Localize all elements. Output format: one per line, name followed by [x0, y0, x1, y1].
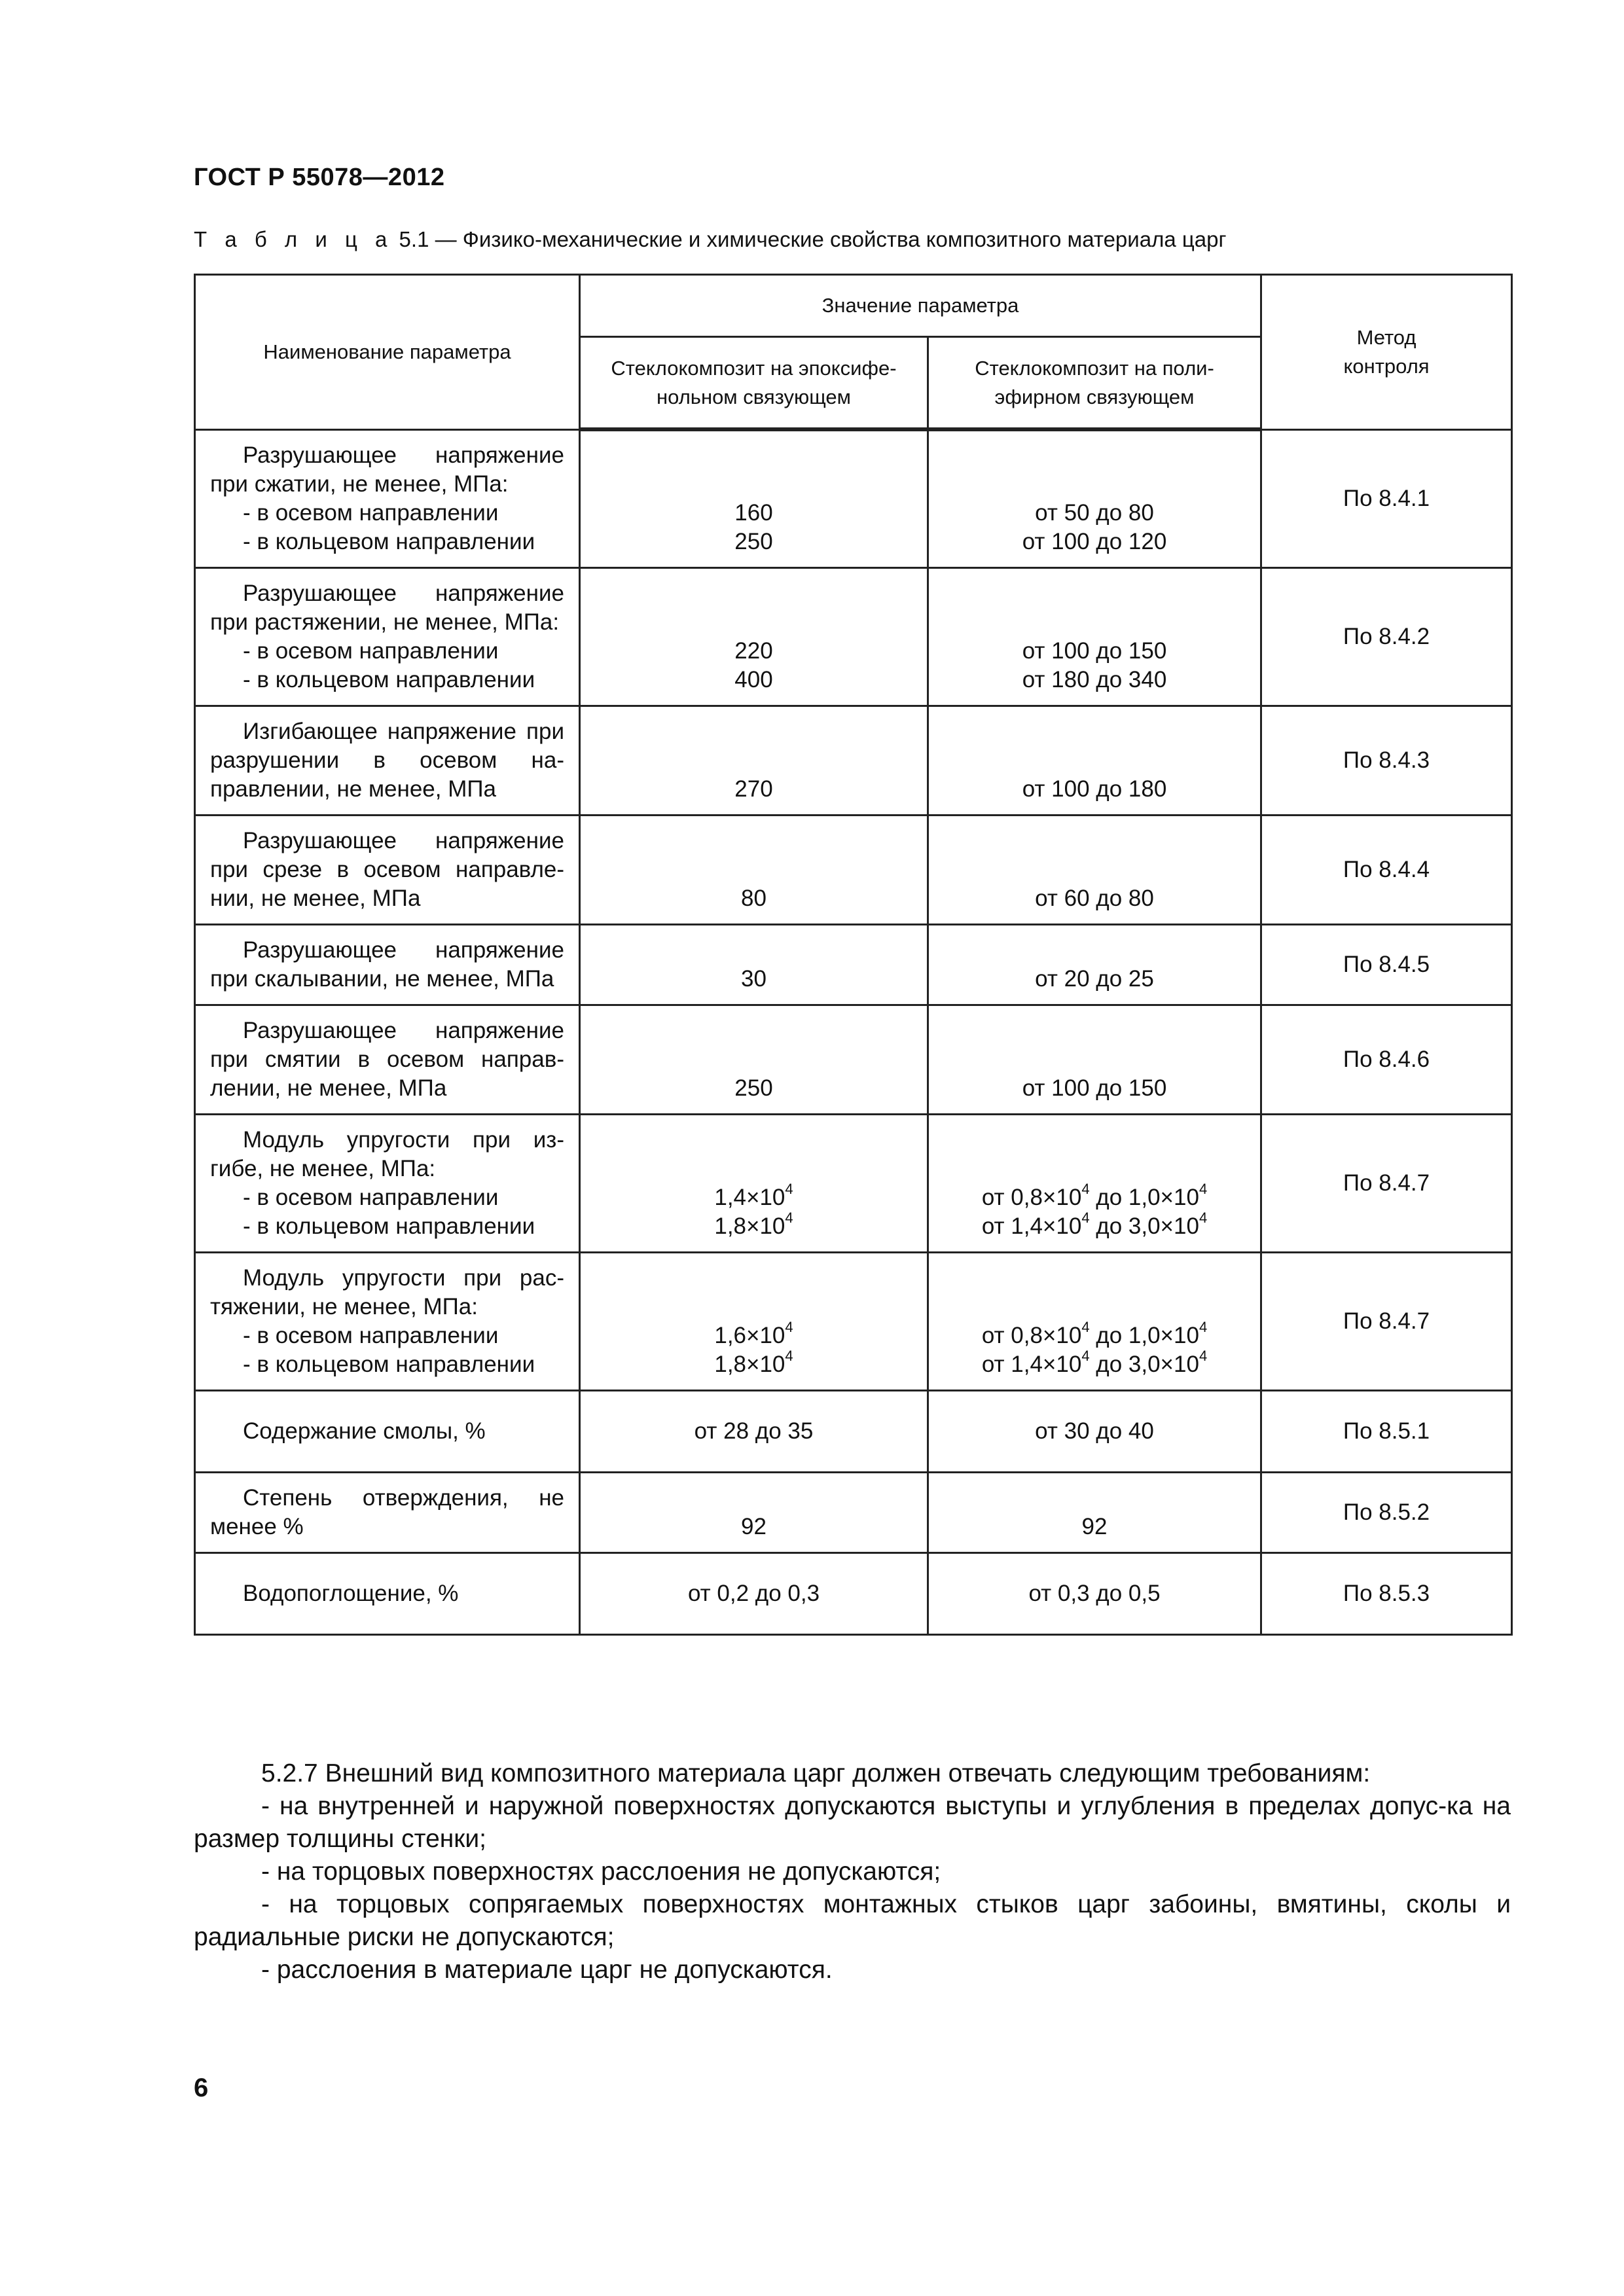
epoxy-value-cell — [580, 1472, 928, 1552]
param-cell — [195, 706, 580, 815]
table-row — [195, 1252, 1512, 1390]
table-caption-prefix: Т а б л и ц а — [194, 227, 393, 251]
polyester-value: 92 — [1081, 1513, 1108, 1539]
epoxy-value-cell — [580, 1252, 928, 1390]
section-item: - расслоения в материале царг не допускаются. — [261, 1956, 833, 1984]
polyester-value: от 180 до 340 — [1022, 666, 1167, 692]
epoxy-value-cell — [580, 429, 928, 567]
table-row — [195, 567, 1512, 706]
param-name: Содержание смолы, % — [243, 1418, 486, 1444]
epoxy-value-cell — [580, 1390, 928, 1472]
header-param-name: Наименование параметра — [195, 275, 580, 430]
section-item: - на торцовых поверхностях расслоения не допускаются; — [261, 1857, 941, 1886]
param-direction: - в кольцевом направлении — [243, 1351, 535, 1377]
epoxy-value: 30 — [741, 965, 767, 992]
epoxy-value: $1,4\times 10^4$ — [714, 1180, 793, 1210]
polyester-value-cell — [928, 1390, 1261, 1472]
polyester-value: от 100 до 150 — [1022, 1075, 1167, 1101]
epoxy-value-cell — [580, 567, 928, 706]
header-value-group: Значение параметра — [580, 275, 1261, 337]
polyester-value: от $1,4\times 10^4$ до $3,0\times 10^4$ — [981, 1209, 1208, 1239]
header-col-polyester: Стеклокомпозит на поли-эфирном связующем — [928, 337, 1261, 430]
epoxy-value: 270 — [734, 776, 773, 802]
method-cell: По 8.4.4 — [1261, 815, 1512, 924]
polyester-value: от $0,8\times 10^4$ до $1,0\times 10^4$ — [981, 1180, 1208, 1210]
epoxy-value-cell — [580, 924, 928, 1005]
param-cell — [195, 1552, 580, 1634]
epoxy-value: 80 — [741, 885, 767, 911]
epoxy-value-cell — [580, 1552, 928, 1634]
polyester-value: от $1,4\times 10^4$ до $3,0\times 10^4$ — [981, 1347, 1208, 1377]
polyester-value: от 60 до 80 — [1035, 885, 1154, 911]
polyester-value-cell — [928, 1114, 1261, 1252]
polyester-value-cell — [928, 429, 1261, 567]
method-cell: По 8.4.1 — [1261, 429, 1512, 567]
polyester-value-cell — [928, 706, 1261, 815]
param-name: Разрушающее напряжение при смятии в осевом направ-лении, не менее, МПа — [210, 1017, 564, 1101]
param-cell — [195, 815, 580, 924]
table-caption — [194, 227, 1227, 252]
epoxy-value: $1,8\times 10^4$ — [714, 1347, 793, 1377]
param-cell — [195, 1252, 580, 1390]
table-row — [195, 1114, 1512, 1252]
param-direction: - в осевом направлении — [243, 1184, 499, 1210]
param-cell — [195, 1390, 580, 1472]
param-name: Изгибающее напряжение при разрушении в осевом на-правлении, не менее, МПа — [210, 718, 564, 802]
section-5-2-7 — [194, 1757, 1511, 1986]
table-caption-text: 5.1 — Физико-механические и химические свойства композитного материала царг — [399, 227, 1227, 251]
polyester-value: от 100 до 180 — [1022, 776, 1167, 802]
epoxy-value-cell — [580, 1114, 928, 1252]
polyester-value: от 20 до 25 — [1035, 965, 1154, 992]
header-col-epoxy: Стеклокомпозит на эпоксифе-нольном связующем — [580, 337, 928, 430]
polyester-value: от 100 до 120 — [1022, 528, 1167, 554]
param-direction: - в осевом направлении — [243, 499, 499, 526]
table-row — [195, 1005, 1512, 1114]
table-body — [195, 429, 1512, 1634]
polyester-value-cell — [928, 924, 1261, 1005]
param-cell — [195, 1114, 580, 1252]
param-direction: - в кольцевом направлении — [243, 666, 535, 692]
table-row — [195, 1390, 1512, 1472]
epoxy-value-cell — [580, 1005, 928, 1114]
properties-table — [194, 274, 1513, 1636]
polyester-value-cell — [928, 1472, 1261, 1552]
epoxy-value: 400 — [734, 666, 773, 692]
param-name: Водопоглощение, % — [243, 1580, 459, 1606]
page-number: 6 — [194, 2073, 209, 2102]
epoxy-value-cell — [580, 706, 928, 815]
param-direction: - в кольцевом направлении — [243, 1213, 535, 1239]
method-cell: По 8.4.6 — [1261, 1005, 1512, 1114]
param-name: Модуль упругости при рас-тяжении, не менее, МПа: — [210, 1265, 564, 1319]
polyester-value-cell — [928, 815, 1261, 924]
method-cell: По 8.5.1 — [1261, 1390, 1512, 1472]
param-cell — [195, 1472, 580, 1552]
table-row — [195, 924, 1512, 1005]
param-name: Модуль упругости при из-гибе, не менее, МПа: — [210, 1126, 564, 1181]
param-name: Разрушающее напряжение при скалывании, не менее, МПа — [210, 937, 564, 992]
table-row — [195, 1472, 1512, 1552]
polyester-value: от 100 до 150 — [1022, 637, 1167, 664]
method-cell: По 8.4.7 — [1261, 1252, 1512, 1390]
section-intro: 5.2.7 Внешний вид композитного материала царг должен отвечать следующим требованиям: — [261, 1759, 1371, 1787]
param-cell — [195, 567, 580, 706]
polyester-value: от 30 до 40 — [1035, 1418, 1154, 1444]
param-cell — [195, 1005, 580, 1114]
polyester-value-cell — [928, 1005, 1261, 1114]
param-name: Разрушающее напряжение при растяжении, не менее, МПа: — [210, 580, 564, 635]
epoxy-value: от 0,2 до 0,3 — [687, 1580, 820, 1606]
epoxy-value: $1,6\times 10^4$ — [714, 1318, 793, 1348]
section-item: - на торцовых сопрягаемых поверхностях монтажных стыков царг забоины, вмятины, сколы и радиальные риски не допускаются; — [194, 1890, 1511, 1951]
epoxy-value: 92 — [741, 1513, 767, 1539]
param-direction: - в кольцевом направлении — [243, 528, 535, 554]
epoxy-value: $1,8\times 10^4$ — [714, 1209, 793, 1239]
param-name: Степень отверждения, не менее % — [210, 1484, 564, 1539]
table-row — [195, 706, 1512, 815]
method-cell: По 8.4.7 — [1261, 1114, 1512, 1252]
method-cell: По 8.4.3 — [1261, 706, 1512, 815]
polyester-value: от 50 до 80 — [1035, 499, 1154, 526]
param-direction: - в осевом направлении — [243, 1322, 499, 1348]
param-direction: - в осевом направлении — [243, 637, 499, 664]
param-name: Разрушающее напряжение при срезе в осевом направле-нии, не менее, МПа — [210, 827, 564, 911]
epoxy-value: 220 — [734, 637, 773, 664]
method-cell: По 8.4.2 — [1261, 567, 1512, 706]
epoxy-value: 160 — [734, 499, 773, 526]
table-row — [195, 1552, 1512, 1634]
param-name: Разрушающее напряжение при сжатии, не менее, МПа: — [210, 442, 564, 497]
param-cell — [195, 924, 580, 1005]
polyester-value-cell — [928, 1552, 1261, 1634]
epoxy-value: 250 — [734, 528, 773, 554]
method-cell: По 8.5.2 — [1261, 1472, 1512, 1552]
method-cell: По 8.5.3 — [1261, 1552, 1512, 1634]
polyester-value-cell — [928, 567, 1261, 706]
epoxy-value: 250 — [734, 1075, 773, 1101]
document-code: ГОСТ Р 55078—2012 — [194, 164, 445, 191]
param-cell — [195, 429, 580, 567]
table-row — [195, 429, 1512, 567]
epoxy-value-cell — [580, 815, 928, 924]
method-cell: По 8.4.5 — [1261, 924, 1512, 1005]
polyester-value: от $0,8\times 10^4$ до $1,0\times 10^4$ — [981, 1318, 1208, 1348]
epoxy-value: от 28 до 35 — [694, 1418, 814, 1444]
section-item: - на внутренней и наружной поверхностях допускаются выступы и углубления в пределах допус-ка на размер толщины стенки; — [194, 1792, 1511, 1853]
polyester-value: от 0,3 до 0,5 — [1028, 1580, 1161, 1606]
table-row — [195, 815, 1512, 924]
polyester-value-cell — [928, 1252, 1261, 1390]
header-method: Метод контроля — [1261, 275, 1512, 430]
